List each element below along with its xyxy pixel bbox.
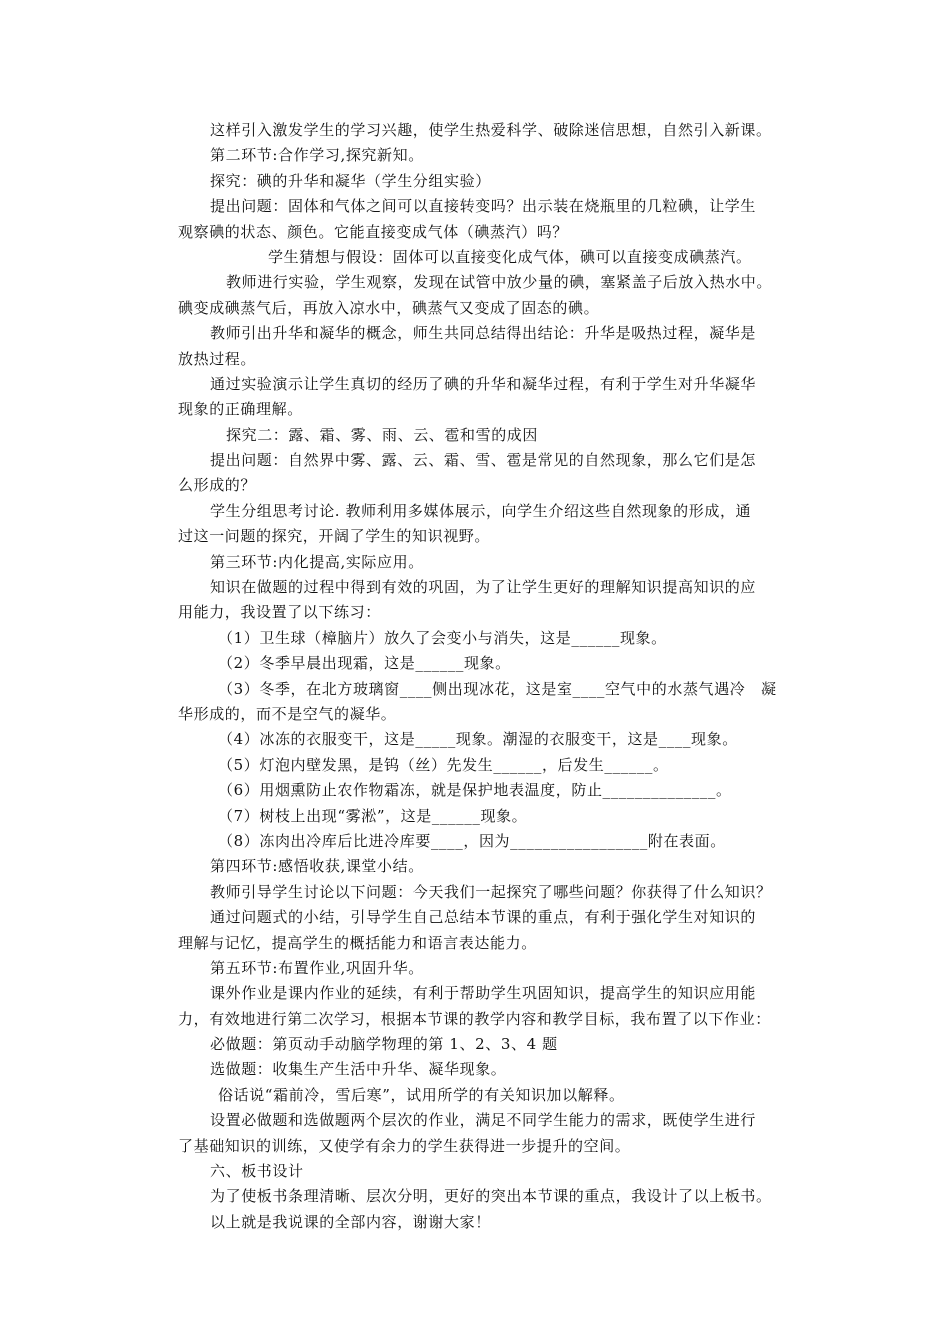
- exercise-item: （3）冬季，在北方玻璃窗____侧出现冰花，这是室____空气中的水蒸气遇冷 凝: [218, 679, 777, 698]
- text-line: 探究二：露、霜、雾、雨、云、雹和雪的成因: [226, 425, 539, 444]
- text-line: 了基础知识的训练，又使学有余力的学生获得进一步提升的空间。: [178, 1136, 631, 1155]
- section-heading: 第三环节:内化提高,实际应用。: [210, 552, 424, 571]
- text-line: 提出问题：固体和气体之间可以直接转变吗？出示装在烧瓶里的几粒碘，让学生: [210, 197, 757, 216]
- text-line: 设置必做题和选做题两个层次的作业，满足不同学生能力的需求，既使学生进行: [210, 1111, 757, 1130]
- text-line: 知识在做题的过程中得到有效的巩固，为了让学生更好的理解知识提高知识的应: [210, 578, 757, 597]
- exercise-item: （4）冰冻的衣服变干，这是_____现象。潮湿的衣服变干，这是____现象。: [218, 730, 738, 749]
- text-line: 俗话说“霜前冷，雪后寒”，试用所学的有关知识加以解释。: [218, 1085, 625, 1104]
- text-line: 力，有效地进行第二次学习，根据本节课的教学内容和教学目标，我布置了以下作业：: [178, 1009, 771, 1028]
- text-line: 课外作业是课内作业的延续，有利于帮助学生巩固知识，提高学生的知识应用能: [210, 984, 757, 1003]
- text-line: 教师引出升华和凝华的概念，师生共同总结得出结论：升华是吸热过程，凝华是: [210, 324, 757, 343]
- text-line: 学生分组思考讨论. 教师利用多媒体展示，向学生介绍这些自然现象的形成，通: [210, 501, 752, 520]
- text-line: 为了使板书条理清晰、层次分明，更好的突出本节课的重点，我设计了以上板书。: [210, 1187, 772, 1206]
- text-line: 观察碘的状态、颜色。它能直接变成气体（碘蒸汽）吗？: [178, 222, 569, 241]
- text-line: 学生猜想与假设：固体可以直接变化成气体，碘可以直接变成碘蒸汽。: [268, 247, 752, 266]
- text-line: 提出问题：自然界中雾、露、云、霜、雪、雹是常见的自然现象，那么它们是怎: [210, 451, 757, 470]
- text-line: 探究：碘的升华和凝华（学生分组实验）: [210, 171, 491, 190]
- exercise-item: （5）灯泡内壁发黑，是钨（丝）先发生______，后发生______。: [218, 755, 669, 774]
- text-line: 放热过程。: [178, 349, 257, 368]
- exercise-item: （6）用烟熏防止农作物霜冻，就是保护地表温度，防止______________。: [218, 781, 732, 800]
- section-heading: 第二环节:合作学习,探究新知。: [210, 146, 424, 165]
- text-line: 用能力，我设置了以下练习：: [178, 603, 381, 622]
- text-line: 理解与记忆，提高学生的概括能力和语言表达能力。: [178, 933, 537, 952]
- text-line: 过这一问题的探究，开阔了学生的知识视野。: [178, 527, 491, 546]
- text-line: 现象的正确理解。: [178, 400, 303, 419]
- text-line: 么形成的？: [178, 476, 257, 495]
- text-line: 碘变成碘蒸气后，再放入凉水中，碘蒸气又变成了固态的碘。: [178, 298, 600, 317]
- text-line: 这样引入激发学生的学习兴趣，使学生热爱科学、破除迷信思想，自然引入新课。: [210, 121, 772, 139]
- text-line: 必做题：第页动手动脑学物理的第 1、2、3、4 题: [210, 1035, 558, 1054]
- exercise-item: （2）冬季早晨出现霜，这是______现象。: [218, 654, 511, 673]
- exercise-item: （8）冻肉出冷库后比进冷库要____，因为_________________附在表面。: [218, 831, 726, 850]
- text-line: 选做题：收集生产生活中升华、凝华现象。: [210, 1060, 507, 1079]
- text-line: 教师进行实验，学生观察，发现在试管中放少量的碘，塞紧盖子后放入热水中。: [226, 273, 773, 292]
- text-line: 通过问题式的小结，引导学生自己总结本节课的重点，有利于强化学生对知识的: [210, 908, 757, 927]
- document-page: [0, 118, 950, 1235]
- text-line: 教师引导学生讨论以下问题：今天我们一起探究了哪些问题？你获得了什么知识？: [210, 882, 772, 901]
- section-heading: 第五环节:布置作业,巩固升华。: [210, 958, 424, 977]
- exercise-item: （1）卫生球（樟脑片）放久了会变小与消失，这是______现象。: [218, 628, 667, 647]
- exercise-item: 华形成的，而不是空气的凝华。: [178, 704, 397, 723]
- section-heading: 六、板书设计: [210, 1162, 304, 1181]
- text-line: 以上就是我说课的全部内容，谢谢大家！: [210, 1212, 491, 1231]
- section-heading: 第四环节:感悟收获,课堂小结。: [210, 857, 424, 876]
- exercise-item: （7）树枝上出现“雾淞”，这是______现象。: [218, 806, 528, 825]
- text-line: 通过实验演示让学生真切的经历了碘的升华和凝华过程，有利于学生对升华凝华: [210, 374, 757, 393]
